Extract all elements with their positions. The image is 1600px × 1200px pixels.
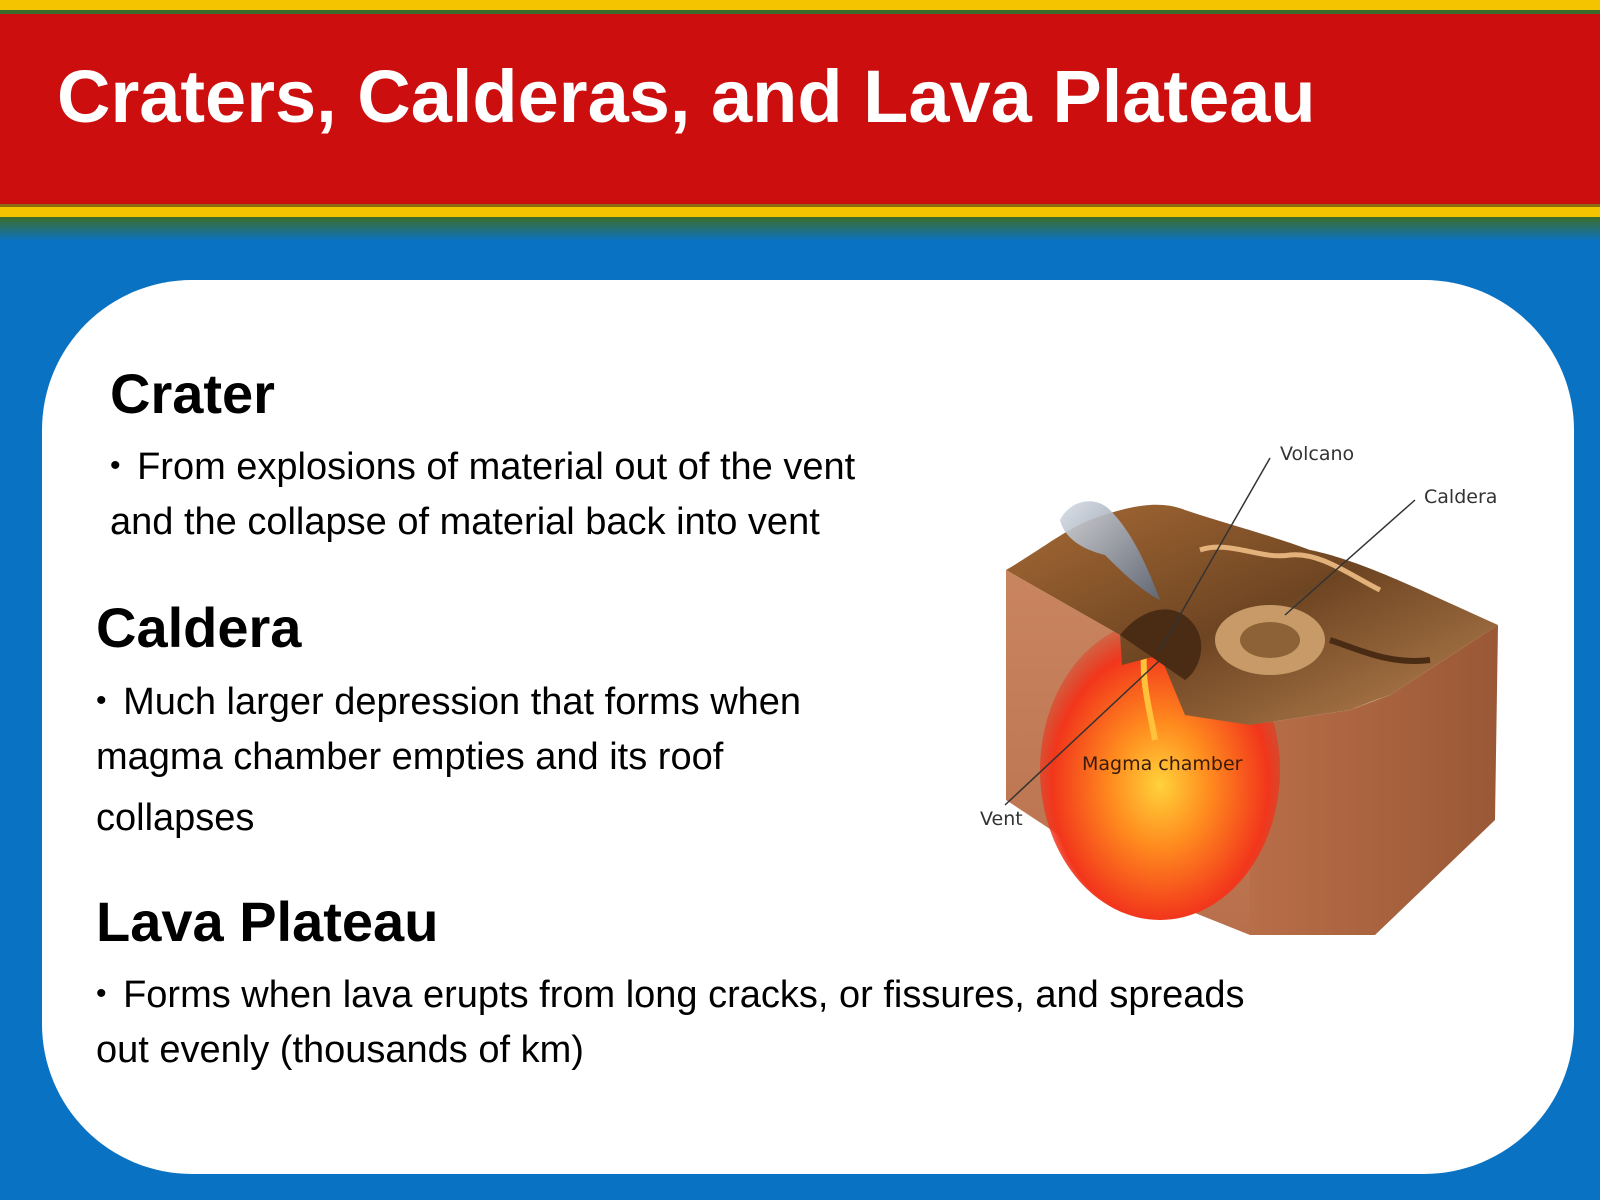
caldera-label: Caldera (1424, 486, 1498, 508)
bullet-icon: • (96, 977, 107, 1010)
crater-line-1: From explosions of material out of the vent (137, 446, 856, 488)
caldera-line-2: magma chamber empties and its roof (96, 736, 724, 778)
caldera-description (96, 673, 956, 846)
bullet-icon: • (96, 684, 107, 717)
caldera-line-3: collapses (96, 797, 255, 839)
caldera-diagram (970, 440, 1540, 940)
top-yellow-stripe (0, 0, 1600, 10)
bottom-yellow-stripe (0, 207, 1600, 217)
crater-heading: Crater (110, 362, 275, 425)
lava-plateau-heading: Lava Plateau (96, 890, 439, 953)
vent-label: Vent (980, 808, 1023, 830)
crater-line-2: and the collapse of material back into vent (110, 501, 820, 543)
bullet-icon: • (110, 449, 121, 482)
lava-plateau-description (96, 966, 1496, 1078)
lava-plateau-line-2: out evenly (thousands of km) (96, 1029, 584, 1071)
caldera-line-1: Much larger depression that forms when (123, 681, 802, 723)
crater-description (110, 438, 970, 550)
slide-title: Craters, Calderas, and Lava Plateau (57, 55, 1316, 138)
title-shadow (0, 217, 1600, 241)
volcano-label: Volcano (1280, 443, 1355, 465)
caldera-heading: Caldera (96, 596, 302, 659)
lava-plateau-line-1: Forms when lava erupts from long cracks, or fissures, and spreads (123, 974, 1245, 1016)
magma-chamber-label: Magma chamber (1082, 753, 1243, 775)
